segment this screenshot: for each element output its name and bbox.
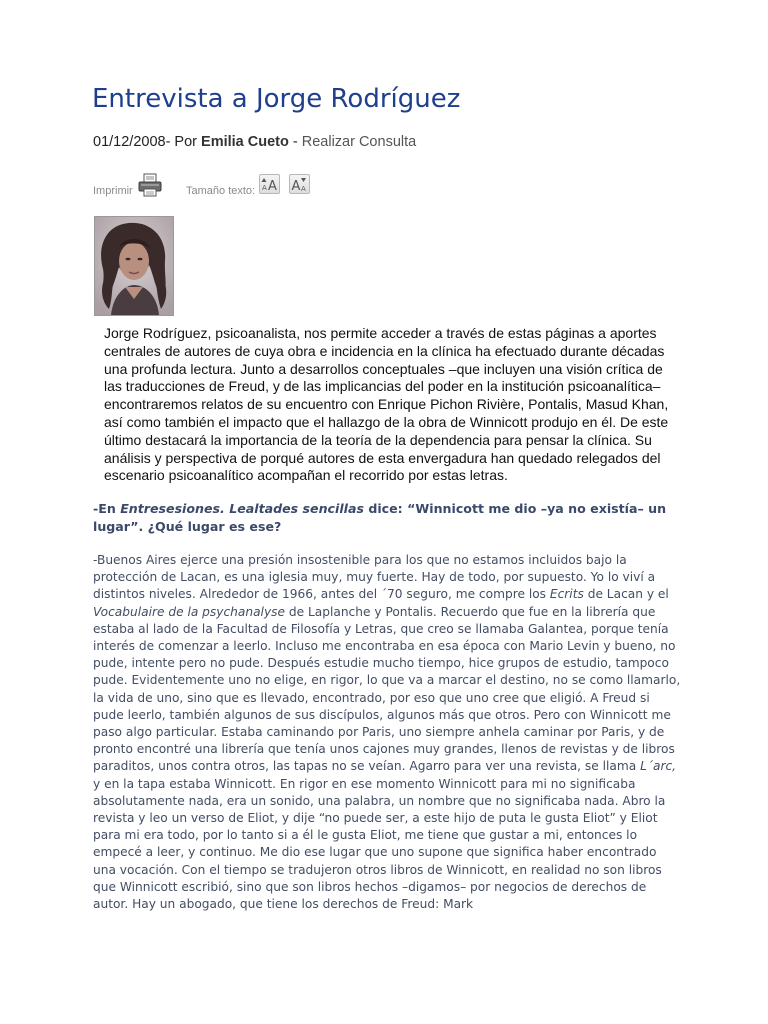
question-prefix: -En (93, 501, 121, 516)
text-size-decrease-icon (290, 175, 309, 193)
question-book-title: Entresesiones. Lealtades sencillas (120, 501, 364, 516)
interview-question (93, 500, 673, 535)
answer-larc: L´arc, (640, 759, 677, 774)
byline (93, 134, 416, 150)
author-photo (94, 216, 174, 316)
byline-date: 01/12/2008- Por (93, 134, 202, 150)
svg-text:A: A (262, 184, 267, 192)
answer-part-4: y en la tapa estaba Winnicott. En rigor en ese momento Winnicott para mi no significaba absolutamente nada, era un sonido, una palabra, un nombre que no significaba nada. Abro la revista y leo un verso de Eliot, y dije “no puede ser, a este hijo de puta le gusta Eliot” y Eliot para mi era todo, por lo tanto si a él le gusta Eliot, me tiene que gustar a mi, entonces lo empecé a leer, y continuo. Me dio ese lugar que uno supone que significa haber encontrado una vocación. Con el tiempo se tradujeron otros libros de Winnicott, en realidad no son libros que Winnicott escribió, sino que son libros hechos –digamos– por negocios de derechos de autor. Hay un abogado, que tiene los derechos de Freud: Mark (93, 776, 666, 912)
question-rest: dice: “Winnicott me dio –ya no existía– un lugar”. ¿Qué lugar es ese? (93, 501, 667, 534)
interview-answer (93, 552, 683, 913)
intro-paragraph: Jorge Rodríguez, psicoanalista, nos permite acceder a través de estas páginas a aportes centrales de autores de cuya obra e incidencia en la clínica ha efectuado durante décadas una profunda lectura. Junto a desarrollos conceptuales –que incluyen una visión crítica de las traducciones de Freud, y de las implicancias del poder en la institución psicoanalítica– encontraremos relatos de su encuentro con Enrique Pichon Rivière, Pontalis, Masud Khan, así como también el impacto que el hallazgo de la obra de Winnicott produjo en él. De este último destacará la importancia de la teoría de la dependencia para pensar la clínica. Su análisis y perspectiva de porqué autores de esta envergadura han quedado relegados del escenario psicoanalítico acompañan el recorrido por estas letras. (104, 325, 669, 484)
byline-separator: - (288, 134, 302, 150)
answer-part-3: de Laplanche y Pontalis. Recuerdo que fue en la librería que estaba al lado de la Facultad de Filosofía y Letras, que creo se llamaba Galantea, porque tenía interés de comenzar a leerlo. Incluso me encontraba en esa época con Mario Levin y bueno, no pude, intente pero no pude. Después estudie mucho tiempo, hice grupos de estudio, tampoco pude. Evidentemente uno no elige, en rigor, lo que va a marcar el destino, no se como llamarlo, la vida de uno, sino que es llevado, encontrado, por eso que uno cree que eligió. A Freud si pude leerlo, también algunos de sus discípulos, algunos más que otros. Pero con Winnicott me paso algo particular. Estaba caminando por Paris, uno siempre anhela caminar por Paris, y de pronto encontré una librería que tenía unos cajones muy grandes, llenos de revistas y de libros paraditos, unos contra otros, las tapas no se veían. Agarro para ver una revista, se llama (93, 604, 681, 774)
svg-text:A: A (301, 185, 306, 193)
text-size-increase-icon (260, 175, 279, 193)
text-size-label: Tamaño texto: (186, 185, 256, 197)
text-size-increase-button[interactable] (259, 174, 280, 194)
consult-link[interactable]: Realizar Consulta (301, 134, 417, 150)
answer-part-1: -Buenos Aires ejerce una presión insostenible para los que no estamos incluidos bajo la protección de Lacan, es una iglesia muy, muy fuerte. Hay de todo, por supuesto. Yo lo viví a distintos niveles. Alrededor de 1966, antes del ´70 seguro, me compre los (93, 553, 656, 602)
svg-text:A: A (291, 179, 301, 193)
answer-part-2: de Lacan y el (583, 587, 669, 602)
print-label[interactable]: Imprimir (93, 185, 133, 197)
answer-ecrits: Ecrits (549, 587, 584, 602)
svg-text:A: A (268, 179, 277, 193)
article-title: Entrevista a Jorge Rodríguez (92, 84, 461, 114)
text-size-decrease-button[interactable] (289, 174, 310, 194)
answer-vocabulaire: Vocabulaire de la psychanalyse (93, 604, 285, 619)
byline-author[interactable]: Emilia Cueto (201, 134, 289, 150)
printer-icon[interactable] (137, 172, 163, 198)
